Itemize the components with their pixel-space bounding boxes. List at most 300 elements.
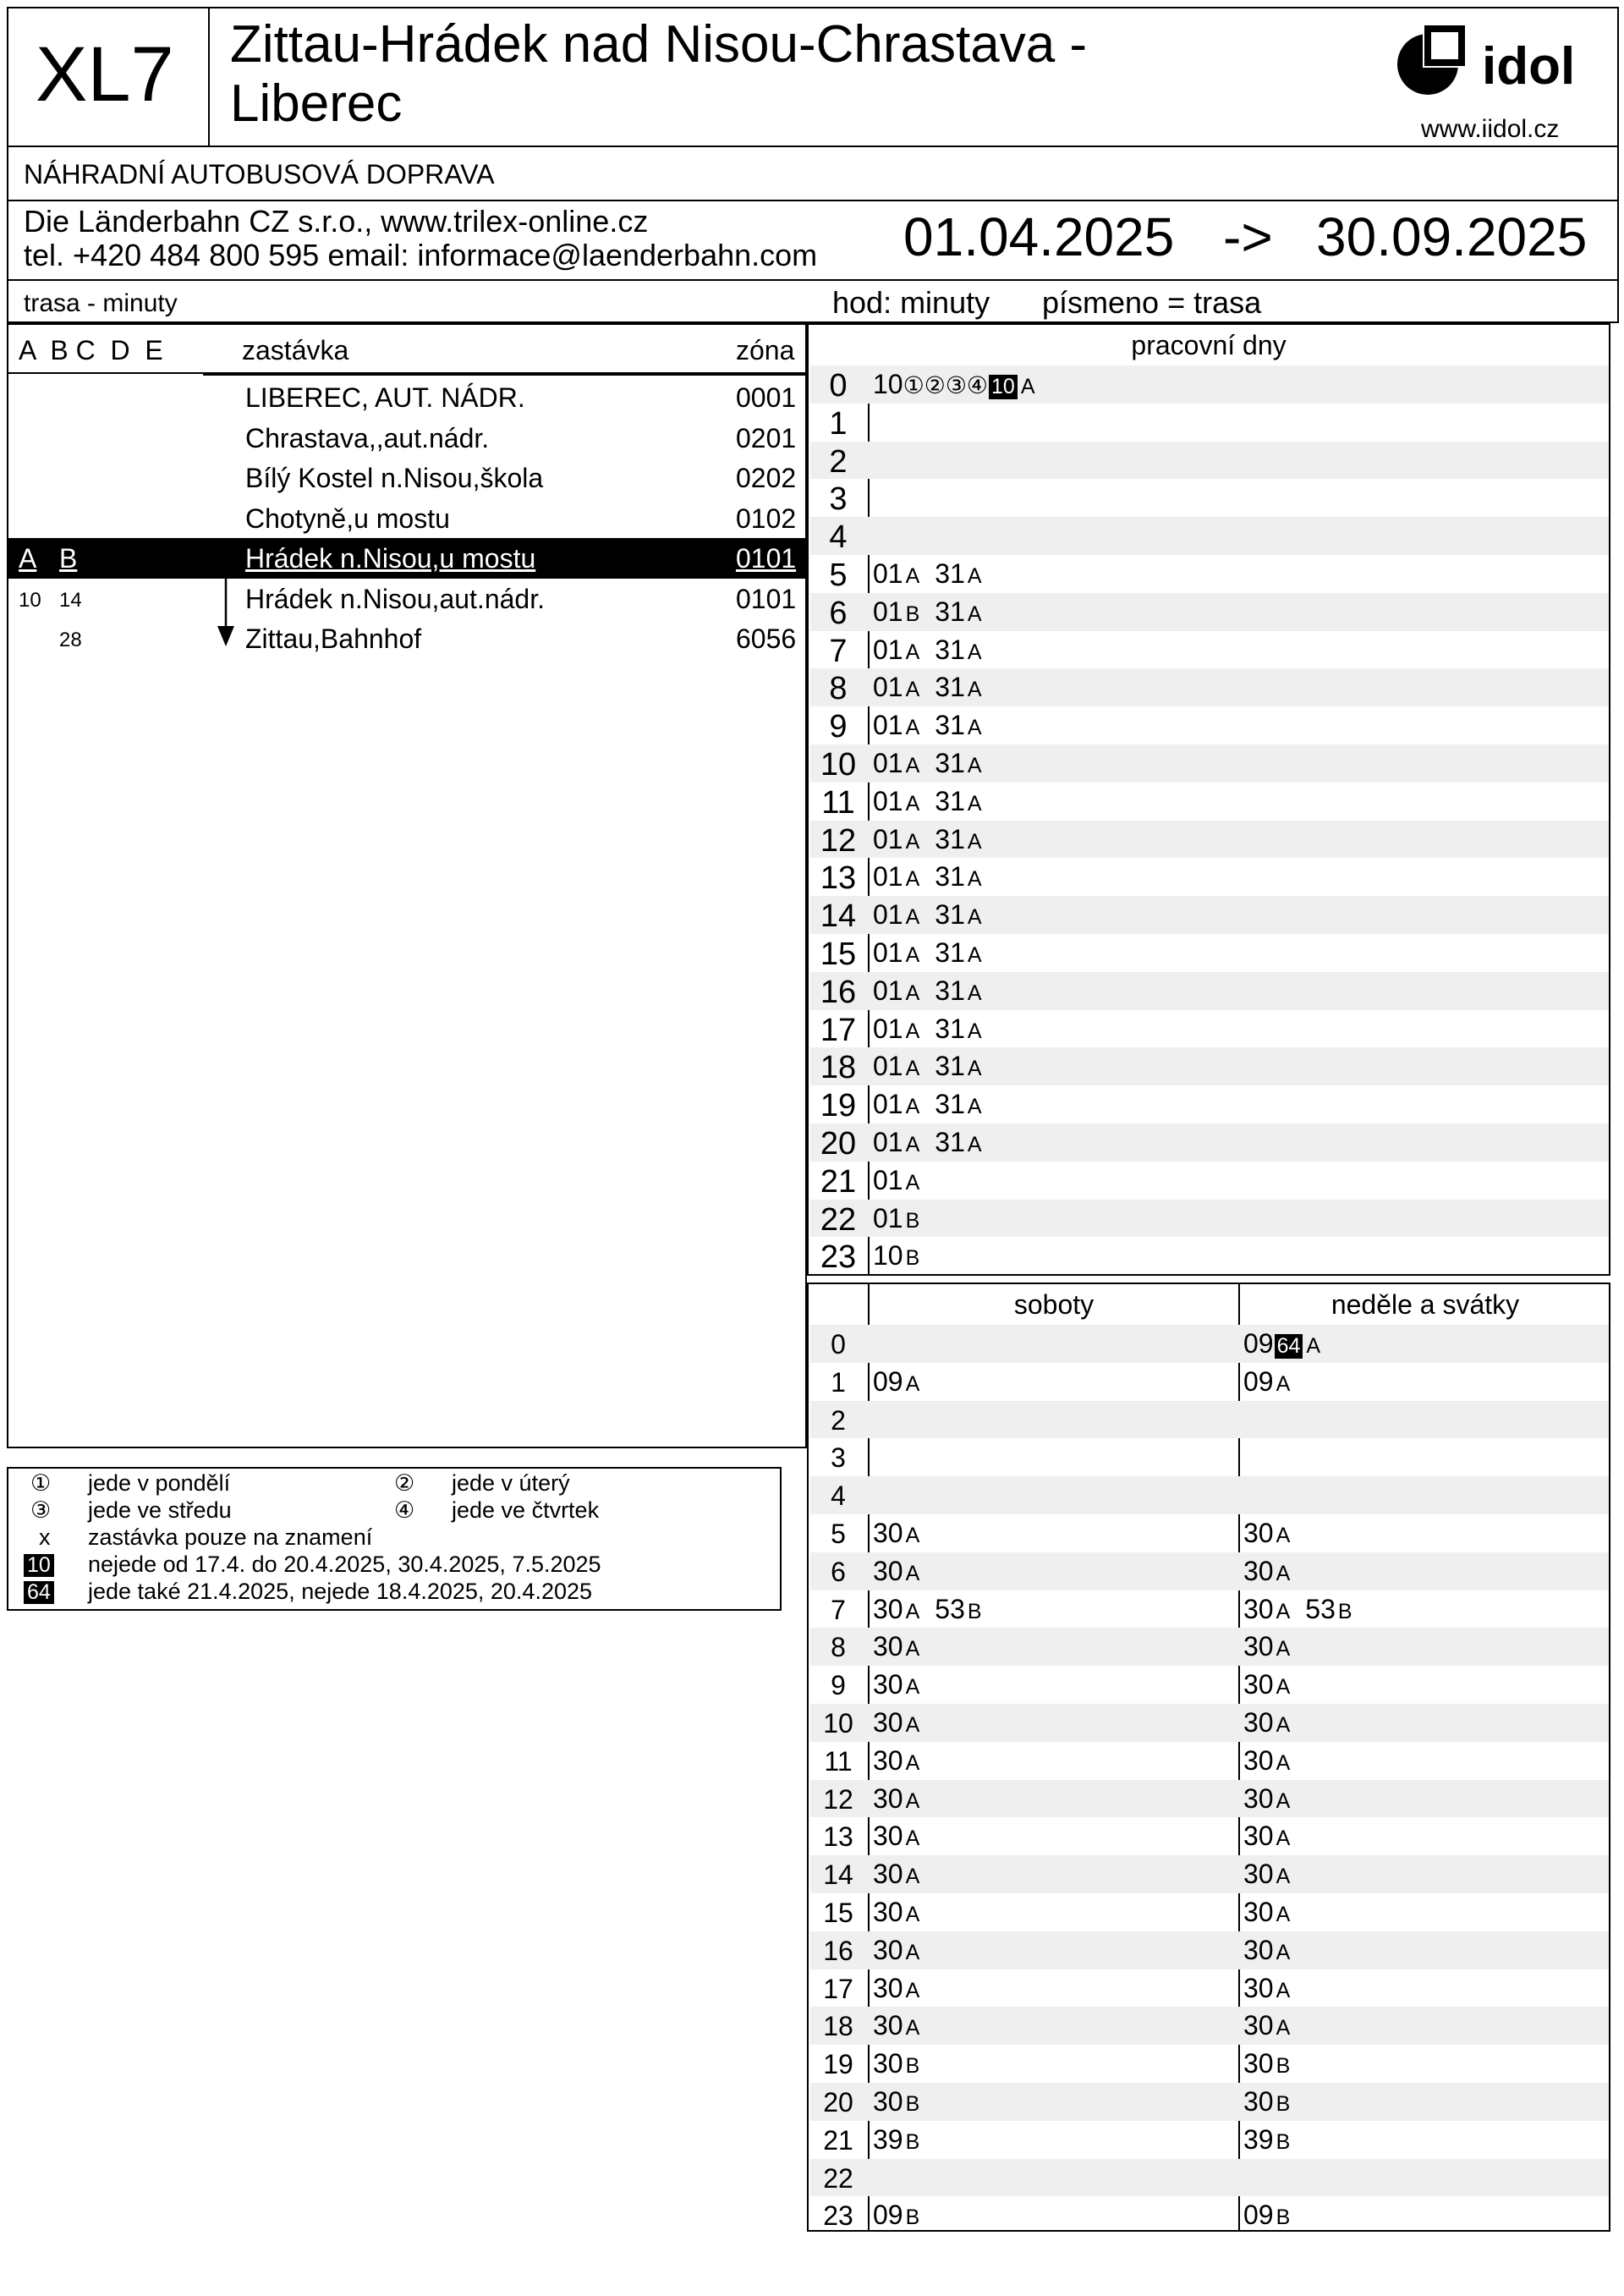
departure[interactable] bbox=[935, 977, 981, 1004]
stop-row[interactable] bbox=[8, 458, 805, 498]
departure[interactable] bbox=[1243, 1365, 1291, 1397]
departure[interactable] bbox=[1243, 2200, 1291, 2231]
departure-minute: 09 bbox=[873, 2200, 903, 2231]
departure[interactable] bbox=[935, 1051, 982, 1082]
route-letter: A bbox=[1276, 1599, 1291, 1623]
hour-row bbox=[810, 668, 1609, 706]
hour-label: 4 bbox=[829, 519, 848, 556]
stop-name: LIBEREC, AUT. NÁDR. bbox=[245, 382, 525, 413]
departure[interactable] bbox=[1243, 1593, 1291, 1624]
hour-label: 7 bbox=[829, 633, 848, 669]
departure[interactable] bbox=[873, 1709, 919, 1736]
departure-minute: 10 bbox=[873, 369, 903, 399]
departure-minute: 09 bbox=[1243, 2200, 1274, 2231]
hour-label: 2 bbox=[829, 443, 848, 480]
departure[interactable] bbox=[873, 939, 919, 966]
departure-cell bbox=[873, 939, 997, 966]
stop-route-a-time: 10 bbox=[19, 588, 41, 612]
departure[interactable] bbox=[873, 750, 919, 777]
departure-minute: 30 bbox=[1243, 1555, 1274, 1586]
hour-label: 13 bbox=[823, 1821, 853, 1853]
departure-minute: 31 bbox=[935, 937, 965, 968]
route-letter: B bbox=[905, 2205, 920, 2230]
hour-label: 9 bbox=[829, 709, 848, 745]
departure[interactable] bbox=[873, 371, 1035, 399]
weekday-restriction-symbol: ① bbox=[903, 372, 924, 398]
departure-cell bbox=[873, 1090, 997, 1118]
sunday-departure-cell bbox=[1243, 2050, 1305, 2077]
departure[interactable] bbox=[935, 560, 981, 587]
departure-minute: 30 bbox=[873, 1859, 903, 1890]
departure-minute: 30 bbox=[873, 1518, 903, 1548]
departure[interactable] bbox=[873, 1859, 920, 1890]
departure-minute: 30 bbox=[1243, 1707, 1274, 1738]
departure[interactable] bbox=[1243, 2088, 1290, 2115]
route-letter: A bbox=[967, 678, 982, 702]
logo-url[interactable]: www.iidol.cz bbox=[1421, 115, 1560, 143]
departure[interactable] bbox=[935, 823, 982, 854]
header-divider bbox=[7, 200, 1619, 201]
departure-minute: 01 bbox=[873, 634, 903, 665]
header-divider bbox=[7, 279, 1619, 281]
departure[interactable] bbox=[873, 1365, 920, 1397]
route-letter: B bbox=[967, 1599, 982, 1623]
stop-name: Chrastava,,aut.nádr. bbox=[245, 422, 490, 453]
route-letter: A bbox=[905, 1903, 920, 1926]
departure-minute: 09 bbox=[1243, 1328, 1274, 1359]
hour-row bbox=[810, 1817, 1609, 1855]
route-letter: A bbox=[905, 1940, 920, 1964]
departure[interactable] bbox=[1243, 1709, 1290, 1736]
departure-cell bbox=[873, 1129, 997, 1156]
departure[interactable] bbox=[873, 636, 919, 663]
saturday-departure-cell bbox=[873, 1898, 935, 1925]
departure-minute: 30 bbox=[873, 1669, 903, 1700]
saturday-departure-cell bbox=[873, 2200, 935, 2231]
saturday-departure-cell bbox=[873, 1972, 935, 2003]
departure-minute: 31 bbox=[935, 861, 965, 893]
route-letter: A bbox=[905, 1371, 920, 1396]
departure[interactable] bbox=[935, 785, 982, 816]
route-letter: B bbox=[1276, 2205, 1291, 2230]
departure-cell bbox=[873, 636, 997, 663]
departure-cell bbox=[873, 371, 1051, 399]
weekday-title: pracovní dny bbox=[1131, 330, 1287, 360]
route-letter: A bbox=[1276, 1371, 1291, 1396]
logo-text: idol bbox=[1482, 37, 1576, 96]
departure[interactable] bbox=[873, 1633, 919, 1660]
departure-minute: 31 bbox=[935, 634, 965, 665]
route-letter: A bbox=[1276, 1978, 1291, 2002]
departure-cell bbox=[873, 785, 997, 816]
departure[interactable] bbox=[873, 1519, 919, 1546]
departure[interactable] bbox=[873, 1782, 920, 1814]
departure[interactable] bbox=[873, 2123, 920, 2155]
hour-row bbox=[810, 1123, 1609, 1162]
departure-minute: 30 bbox=[873, 1555, 903, 1586]
sunday-departure-cell bbox=[1243, 1821, 1305, 1852]
departure-cell bbox=[873, 823, 997, 854]
departure-cell bbox=[873, 1015, 997, 1042]
departure[interactable] bbox=[1243, 1782, 1291, 1814]
departure[interactable] bbox=[935, 711, 981, 739]
stop-row[interactable] bbox=[8, 498, 805, 539]
sunday-departure-cell bbox=[1243, 1859, 1305, 1890]
departure[interactable] bbox=[873, 1972, 920, 2003]
route-letter: B bbox=[1276, 2054, 1291, 2079]
hour-row bbox=[810, 1969, 1609, 2008]
departure-minute: 39 bbox=[1243, 2123, 1274, 2155]
departure-cell bbox=[873, 1240, 935, 1272]
sunday-departure-cell bbox=[1243, 1898, 1305, 1925]
hour-label: 0 bbox=[831, 1329, 846, 1359]
stop-row[interactable] bbox=[8, 418, 805, 459]
departure[interactable] bbox=[873, 1936, 919, 1964]
hour-row bbox=[810, 1628, 1609, 1666]
departure-minute: 01 bbox=[873, 1202, 903, 1233]
legend-symbol: ② bbox=[394, 1470, 415, 1496]
hour-label: 5 bbox=[829, 558, 848, 593]
sunday-departure-cell bbox=[1243, 2088, 1305, 2115]
departure-minute: 31 bbox=[935, 558, 965, 589]
saturday-departure-cell bbox=[873, 1519, 935, 1546]
saturday-departure-cell bbox=[873, 1782, 935, 1814]
departure[interactable] bbox=[935, 1015, 981, 1042]
departure-minute: 30 bbox=[873, 1744, 903, 1776]
hour-label: 9 bbox=[831, 1670, 846, 1701]
departure[interactable] bbox=[873, 1593, 920, 1624]
stop-zone: 0102 bbox=[736, 503, 797, 534]
saturday-title: soboty bbox=[1013, 1289, 1095, 1320]
departure[interactable] bbox=[935, 939, 981, 966]
route-letter: A bbox=[905, 1675, 920, 1700]
departure[interactable] bbox=[935, 861, 982, 893]
departure[interactable] bbox=[873, 672, 920, 703]
sunday-departure-cell bbox=[1243, 2012, 1305, 2039]
legend-badge: 10 bbox=[24, 1554, 54, 1577]
hour-row bbox=[810, 555, 1609, 593]
stop-row[interactable] bbox=[8, 377, 805, 418]
departure[interactable] bbox=[873, 560, 919, 587]
saturday-departure-cell bbox=[873, 2088, 935, 2115]
departure[interactable] bbox=[935, 899, 982, 931]
route-letter: A bbox=[967, 867, 982, 892]
hour-label: 18 bbox=[820, 1050, 857, 1086]
hour-row bbox=[810, 1325, 1609, 1363]
departure-minute: 31 bbox=[935, 1089, 965, 1120]
stop-name: Zittau,Bahnhof bbox=[245, 623, 422, 654]
departure[interactable] bbox=[935, 1129, 981, 1156]
hour-row bbox=[810, 896, 1609, 934]
stops-list bbox=[8, 377, 805, 716]
departure[interactable] bbox=[1243, 1821, 1291, 1852]
sunday-departure-cell bbox=[1243, 1782, 1305, 1814]
hour-row bbox=[810, 479, 1609, 517]
departure[interactable] bbox=[873, 1015, 919, 1042]
hour-row bbox=[810, 1931, 1609, 1969]
departure-minute: 01 bbox=[873, 1164, 903, 1195]
route-letter: A bbox=[1276, 1940, 1291, 1964]
route-letter: A bbox=[905, 867, 920, 892]
stop-zone: 6056 bbox=[736, 623, 797, 654]
departure-minute: 01 bbox=[873, 785, 903, 816]
route-letter: A bbox=[967, 905, 982, 930]
departure-minute: 01 bbox=[873, 975, 903, 1006]
hour-label: 14 bbox=[823, 1859, 853, 1891]
hour-row bbox=[810, 972, 1609, 1010]
departure[interactable] bbox=[873, 2012, 919, 2039]
stop-zone: 0001 bbox=[736, 382, 797, 413]
route-letter: B bbox=[905, 2129, 920, 2154]
departure[interactable] bbox=[873, 2200, 920, 2231]
hour-row bbox=[810, 1780, 1609, 1818]
route-letter: A bbox=[967, 601, 982, 626]
stop-zone: 0101 bbox=[736, 543, 797, 574]
legend-symbol: ① bbox=[30, 1470, 52, 1496]
hour-label: 8 bbox=[829, 671, 848, 707]
departure[interactable] bbox=[873, 823, 920, 854]
hour-label: 6 bbox=[829, 595, 848, 631]
departure[interactable] bbox=[873, 1671, 919, 1698]
route-letter: A bbox=[967, 1095, 982, 1119]
legend-text: jede ve čtvrtek bbox=[452, 1497, 600, 1523]
hour-label: 21 bbox=[820, 1163, 857, 1200]
route-letter: A bbox=[905, 905, 920, 930]
departure-minute: 53 bbox=[1305, 1593, 1336, 1624]
hour-label: 11 bbox=[821, 784, 855, 821]
hour-row bbox=[810, 2045, 1609, 2083]
hour-row bbox=[810, 1401, 1609, 1439]
stop-route-b-time: B bbox=[59, 543, 78, 574]
departure[interactable] bbox=[873, 1557, 919, 1585]
saturday-departure-cell bbox=[873, 1593, 997, 1624]
sunday-departure-cell bbox=[1243, 1365, 1305, 1397]
departure-minute: 01 bbox=[873, 596, 903, 627]
departure[interactable] bbox=[873, 785, 920, 816]
hour-row bbox=[810, 1010, 1609, 1048]
departure[interactable] bbox=[873, 2050, 919, 2077]
hour-label: 16 bbox=[820, 974, 857, 1010]
departure[interactable] bbox=[873, 598, 919, 625]
departure[interactable] bbox=[873, 1898, 919, 1925]
departure[interactable] bbox=[873, 1090, 919, 1118]
hour-row bbox=[810, 744, 1609, 783]
stop-name: Bílý Kostel n.Nisou,škola bbox=[245, 463, 544, 493]
departure[interactable] bbox=[873, 711, 919, 739]
stop-column-header: zastávka bbox=[242, 335, 349, 365]
departure[interactable] bbox=[935, 1593, 982, 1624]
departure[interactable] bbox=[1243, 1744, 1291, 1776]
departure[interactable] bbox=[873, 1240, 920, 1272]
departure-minute: 31 bbox=[935, 1051, 965, 1082]
departure[interactable] bbox=[1243, 1557, 1290, 1585]
departure-minute: 01 bbox=[873, 861, 903, 893]
line-number: XL7 bbox=[36, 31, 174, 118]
route-letter: A bbox=[905, 1170, 920, 1195]
route-letter: A bbox=[1276, 1524, 1291, 1547]
sunday-departure-cell bbox=[1243, 1633, 1305, 1660]
stop-zone: 0202 bbox=[736, 463, 797, 493]
stop-name: Chotyně,u mostu bbox=[245, 503, 450, 534]
departure-cell bbox=[873, 560, 997, 587]
weekday-timetable bbox=[807, 323, 1610, 1276]
route-letter: A bbox=[905, 1750, 920, 1775]
route-letter: A bbox=[967, 943, 982, 967]
departure[interactable] bbox=[1243, 1633, 1290, 1660]
route-letter: A bbox=[967, 564, 982, 588]
legend bbox=[7, 1467, 782, 1611]
stop-route-b-time: 14 bbox=[59, 588, 82, 612]
departure[interactable] bbox=[1243, 2050, 1290, 2077]
route-letter: A bbox=[1276, 1675, 1291, 1700]
sunday-title: neděle a svátky bbox=[1330, 1289, 1520, 1320]
departure-minute: 30 bbox=[1243, 1782, 1274, 1814]
stop-zone: 0101 bbox=[736, 583, 797, 614]
legend-badge: 64 bbox=[24, 1581, 54, 1604]
departure[interactable] bbox=[935, 1090, 981, 1118]
hour-row bbox=[810, 404, 1609, 442]
departure[interactable] bbox=[1243, 2012, 1290, 2039]
legend-hour: hod: minuty bbox=[832, 285, 990, 320]
hour-label: 5 bbox=[831, 1519, 846, 1549]
departure-minute: 31 bbox=[935, 785, 965, 816]
saturday-departure-cell bbox=[873, 1936, 935, 1964]
departure[interactable] bbox=[873, 1202, 920, 1233]
sunday-departure-cell bbox=[1243, 1593, 1368, 1624]
route-letter: A bbox=[967, 829, 982, 854]
route-letter: A bbox=[1020, 375, 1035, 398]
departure[interactable] bbox=[873, 2088, 919, 2115]
route-letter: A bbox=[905, 1133, 920, 1156]
departure-minute: 30 bbox=[873, 1593, 903, 1624]
idol-logo bbox=[1394, 25, 1597, 102]
departure-minute: 30 bbox=[1243, 1859, 1274, 1890]
route-letter: B bbox=[905, 1246, 920, 1271]
departure[interactable] bbox=[935, 750, 981, 777]
hour-row bbox=[810, 442, 1609, 480]
stop-row[interactable] bbox=[8, 579, 805, 619]
route-letter: A bbox=[905, 1019, 920, 1043]
saturday-departure-cell bbox=[873, 2123, 935, 2155]
hour-label: 17 bbox=[820, 1012, 857, 1048]
route-letter: A bbox=[905, 980, 920, 1005]
weekend-rows bbox=[809, 1325, 1609, 2230]
sunday-departure-cell bbox=[1243, 1330, 1336, 1359]
departure[interactable] bbox=[1243, 1898, 1290, 1925]
hour-label: 1 bbox=[831, 1366, 846, 1398]
route-letter: A bbox=[905, 564, 920, 588]
departure[interactable] bbox=[1243, 1671, 1290, 1698]
departure-minute: 31 bbox=[935, 748, 965, 778]
departure-minute: 10 bbox=[873, 1240, 903, 1272]
hour-row bbox=[810, 631, 1609, 669]
departure[interactable] bbox=[1243, 1519, 1290, 1546]
hour-label: 16 bbox=[823, 1935, 853, 1966]
hour-label: 17 bbox=[823, 1973, 853, 2004]
departure-minute: 30 bbox=[1243, 1821, 1274, 1852]
hour-label: 2 bbox=[831, 1404, 846, 1436]
hour-row bbox=[810, 1085, 1609, 1123]
departure-minute: 01 bbox=[873, 710, 903, 741]
departure[interactable] bbox=[1243, 2123, 1291, 2155]
route-letter: A bbox=[905, 754, 920, 777]
departure[interactable] bbox=[935, 672, 982, 703]
weekend-timetable bbox=[807, 1283, 1610, 2232]
route-letter: A bbox=[905, 1637, 920, 1662]
hour-row bbox=[810, 1742, 1609, 1780]
route-letter: A bbox=[1276, 1788, 1291, 1813]
operator-line1: Die Länderbahn CZ s.r.o., www.trilex-online.cz bbox=[24, 204, 649, 239]
route-letter: A bbox=[1276, 1865, 1291, 1889]
departure[interactable] bbox=[1243, 1936, 1290, 1964]
route-letter: A bbox=[967, 640, 982, 664]
departure-minute: 31 bbox=[935, 596, 965, 627]
hour-label: 7 bbox=[831, 1594, 846, 1625]
departure[interactable] bbox=[873, 1821, 920, 1852]
hour-label: 3 bbox=[829, 481, 848, 518]
sunday-departure-cell bbox=[1243, 1557, 1305, 1585]
departure[interactable] bbox=[873, 1129, 919, 1156]
route-letter: A bbox=[905, 2016, 920, 2041]
operator-line2: tel. +420 484 800 595 email: informace@laenderbahn.com bbox=[24, 238, 818, 272]
idol-logo-icon bbox=[1394, 25, 1472, 98]
departure-minute: 30 bbox=[1243, 1934, 1274, 1965]
departure[interactable] bbox=[935, 636, 981, 663]
departure[interactable] bbox=[873, 899, 920, 931]
departure-cell bbox=[873, 711, 997, 739]
departure-minute: 01 bbox=[873, 899, 903, 931]
departure[interactable] bbox=[935, 598, 981, 625]
route-letter: A bbox=[1276, 1750, 1291, 1775]
hour-row bbox=[810, 1552, 1609, 1590]
zone-column-header: zóna bbox=[736, 335, 795, 365]
sunday-departure-cell bbox=[1243, 2200, 1305, 2231]
sunday-departure-cell bbox=[1243, 1936, 1305, 1964]
route-letter: A bbox=[905, 1826, 920, 1851]
hour-row bbox=[810, 517, 1609, 555]
valid-from: 01.04.2025 bbox=[903, 206, 1175, 267]
departure[interactable] bbox=[1243, 1859, 1291, 1890]
route-letter: B bbox=[1276, 2092, 1291, 2116]
departure[interactable] bbox=[873, 861, 920, 893]
departure-minute: 30 bbox=[873, 2048, 903, 2079]
note-badge: 64 bbox=[1275, 1334, 1303, 1359]
sunday-departure-cell bbox=[1243, 1744, 1305, 1776]
hour-label: 3 bbox=[831, 1442, 846, 1474]
legend-symbol bbox=[24, 1553, 54, 1577]
hour-row bbox=[810, 2121, 1609, 2159]
departure[interactable] bbox=[873, 1744, 920, 1776]
departure[interactable] bbox=[873, 1164, 920, 1195]
departure[interactable] bbox=[873, 1051, 920, 1082]
departure[interactable] bbox=[873, 977, 919, 1004]
departure[interactable] bbox=[1243, 1972, 1291, 2003]
hour-label: 19 bbox=[823, 2049, 853, 2080]
hour-label: 20 bbox=[820, 1126, 857, 1162]
route-letter: A bbox=[967, 754, 982, 777]
departure-minute: 31 bbox=[935, 1013, 965, 1044]
route-letter: A bbox=[967, 980, 982, 1005]
departure[interactable] bbox=[1305, 1593, 1352, 1624]
hour-row bbox=[810, 1162, 1609, 1200]
route-letter: A bbox=[1276, 2016, 1291, 2041]
departure[interactable] bbox=[1243, 1330, 1320, 1359]
departure-cell bbox=[873, 598, 997, 625]
stop-row[interactable] bbox=[8, 618, 805, 659]
hour-label: 18 bbox=[823, 2011, 853, 2042]
stop-row-current[interactable] bbox=[8, 538, 805, 579]
saturday-departure-cell bbox=[873, 1671, 935, 1698]
